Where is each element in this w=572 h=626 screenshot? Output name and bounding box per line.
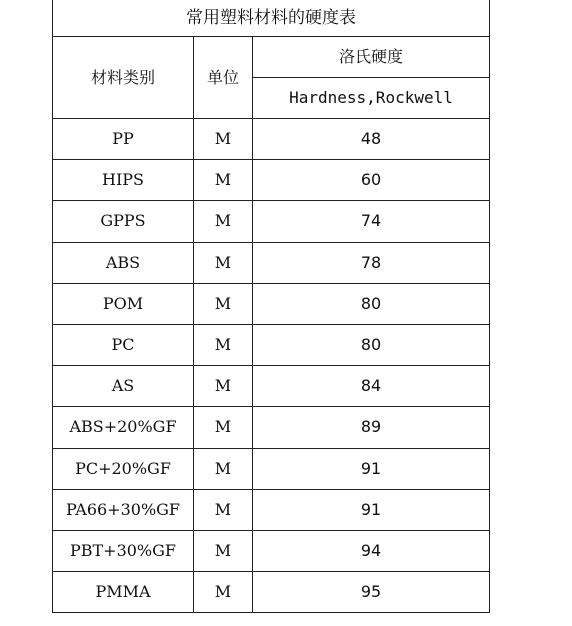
table-row — [53, 489, 490, 530]
cell-unit: M — [194, 242, 253, 283]
cell-unit: M — [194, 201, 253, 242]
cell-unit: M — [194, 530, 253, 571]
table-row — [53, 366, 490, 407]
cell-material: PMMA — [53, 572, 194, 613]
cell-unit: M — [194, 283, 253, 324]
table-row — [53, 448, 490, 489]
table-row — [53, 201, 490, 242]
table-row — [53, 530, 490, 571]
cell-hardness-value: 91 — [253, 448, 490, 489]
cell-unit: M — [194, 448, 253, 489]
table-row — [53, 407, 490, 448]
hardness-table — [52, 0, 490, 613]
cell-unit: M — [194, 119, 253, 160]
cell-unit: M — [194, 160, 253, 201]
cell-material: PBT+30%GF — [53, 530, 194, 571]
cell-hardness-value: 74 — [253, 201, 490, 242]
cell-material: PC+20%GF — [53, 448, 194, 489]
cell-material: POM — [53, 283, 194, 324]
cell-hardness-value: 60 — [253, 160, 490, 201]
cell-unit: M — [194, 324, 253, 365]
cell-hardness-value: 80 — [253, 324, 490, 365]
cell-material: HIPS — [53, 160, 194, 201]
cell-hardness-value: 95 — [253, 572, 490, 613]
cell-hardness-value: 84 — [253, 366, 490, 407]
table-row — [53, 119, 490, 160]
cell-unit: M — [194, 366, 253, 407]
table-row — [53, 160, 490, 201]
cell-hardness-value: 78 — [253, 242, 490, 283]
cell-material: ABS — [53, 242, 194, 283]
cell-material: ABS+20%GF — [53, 407, 194, 448]
cell-hardness-value: 91 — [253, 489, 490, 530]
cell-material: AS — [53, 366, 194, 407]
table-row — [53, 572, 490, 613]
cell-material: PA66+30%GF — [53, 489, 194, 530]
cell-hardness-value: 94 — [253, 530, 490, 571]
header-unit: 单位 — [194, 37, 253, 119]
cell-hardness-value: 80 — [253, 283, 490, 324]
cell-material: GPPS — [53, 201, 194, 242]
table-row — [53, 242, 490, 283]
table-row — [53, 283, 490, 324]
header-hardness: 洛氏硬度 — [253, 37, 490, 78]
cell-material: PC — [53, 324, 194, 365]
header-hardness-sub: Hardness,Rockwell — [253, 78, 490, 119]
cell-unit: M — [194, 489, 253, 530]
cell-material: PP — [53, 119, 194, 160]
cell-unit: M — [194, 572, 253, 613]
table-row — [53, 324, 490, 365]
table-title: 常用塑料材料的硬度表 — [53, 0, 490, 37]
header-material: 材料类别 — [53, 37, 194, 119]
title-row — [53, 0, 490, 37]
cell-hardness-value: 48 — [253, 119, 490, 160]
cell-unit: M — [194, 407, 253, 448]
cell-hardness-value: 89 — [253, 407, 490, 448]
header-row — [53, 37, 490, 78]
